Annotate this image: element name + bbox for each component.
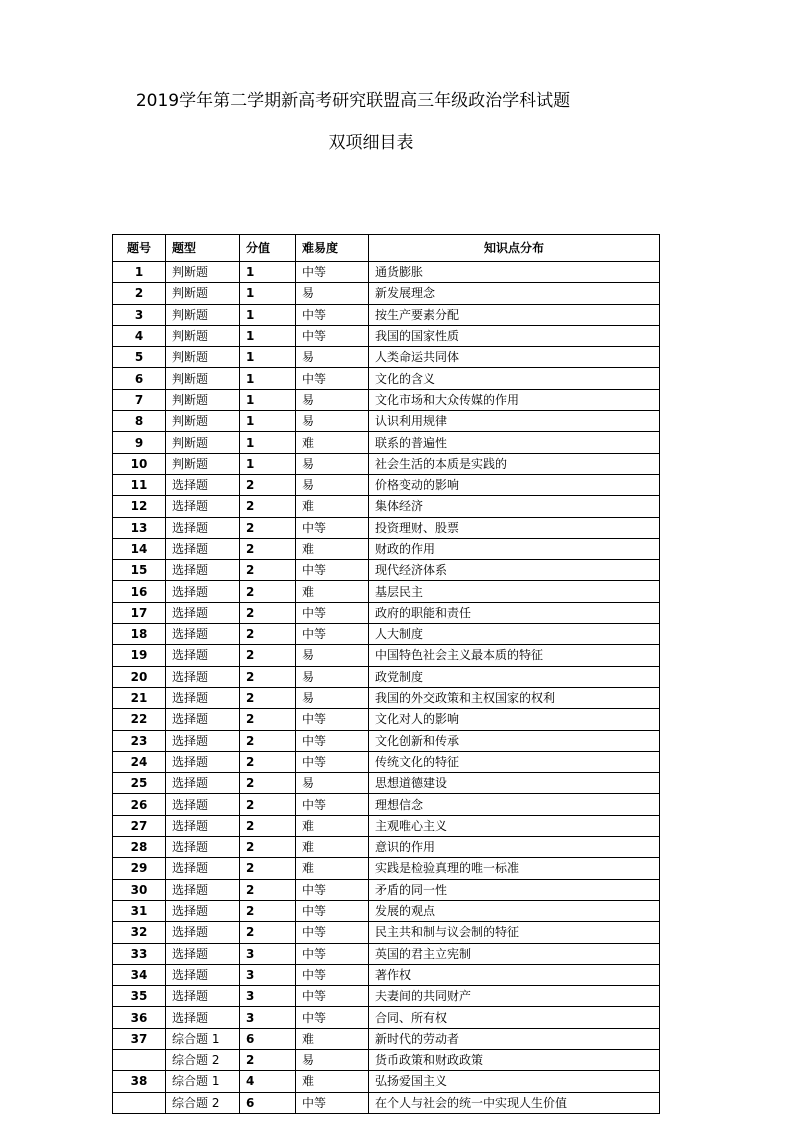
question-type-cell: 选择题 xyxy=(166,858,240,879)
question-type-cell: 选择题 xyxy=(166,517,240,538)
table-row xyxy=(113,347,660,368)
question-type-cell: 选择题 xyxy=(166,560,240,581)
knowledge-point-cell: 投资理财、股票 xyxy=(369,517,660,538)
question-type-cell: 判断题 xyxy=(166,453,240,474)
question-number-cell: 31 xyxy=(113,900,166,921)
knowledge-point-cell: 价格变动的影响 xyxy=(369,474,660,495)
difficulty-cell: 中等 xyxy=(296,879,369,900)
header-difficulty: 难易度 xyxy=(296,235,369,262)
question-number-cell: 27 xyxy=(113,815,166,836)
table-row xyxy=(113,900,660,921)
question-number-cell xyxy=(113,1049,166,1070)
table-row xyxy=(113,432,660,453)
difficulty-cell: 易 xyxy=(296,411,369,432)
knowledge-point-cell: 现代经济体系 xyxy=(369,560,660,581)
difficulty-cell: 中等 xyxy=(296,325,369,346)
table-row xyxy=(113,624,660,645)
knowledge-point-cell: 货币政策和财政政策 xyxy=(369,1049,660,1070)
table-row xyxy=(113,858,660,879)
table-row xyxy=(113,262,660,283)
table-row xyxy=(113,645,660,666)
score-cell: 2 xyxy=(240,645,296,666)
question-number-cell: 32 xyxy=(113,922,166,943)
score-cell: 2 xyxy=(240,666,296,687)
knowledge-point-cell: 矛盾的同一性 xyxy=(369,879,660,900)
table-row xyxy=(113,283,660,304)
difficulty-cell: 难 xyxy=(296,538,369,559)
score-cell: 3 xyxy=(240,1007,296,1028)
score-cell: 2 xyxy=(240,879,296,900)
score-cell: 2 xyxy=(240,581,296,602)
score-cell: 2 xyxy=(240,517,296,538)
question-type-cell: 综合题 1 xyxy=(166,1071,240,1092)
score-cell: 4 xyxy=(240,1071,296,1092)
question-number-cell: 19 xyxy=(113,645,166,666)
header-question-type: 题型 xyxy=(166,235,240,262)
knowledge-point-cell: 基层民主 xyxy=(369,581,660,602)
difficulty-cell: 中等 xyxy=(296,709,369,730)
difficulty-cell: 中等 xyxy=(296,751,369,772)
difficulty-cell: 易 xyxy=(296,347,369,368)
score-cell: 1 xyxy=(240,432,296,453)
question-number-cell: 6 xyxy=(113,368,166,389)
table-row xyxy=(113,730,660,751)
knowledge-point-cell: 夫妻间的共同财产 xyxy=(369,986,660,1007)
table-row xyxy=(113,751,660,772)
question-type-cell: 选择题 xyxy=(166,687,240,708)
knowledge-point-cell: 思想道德建设 xyxy=(369,773,660,794)
knowledge-point-cell: 理想信念 xyxy=(369,794,660,815)
table-header-row xyxy=(113,235,660,262)
score-cell: 1 xyxy=(240,347,296,368)
question-type-cell: 判断题 xyxy=(166,389,240,410)
knowledge-point-cell: 集体经济 xyxy=(369,496,660,517)
score-cell: 2 xyxy=(240,624,296,645)
knowledge-point-cell: 按生产要素分配 xyxy=(369,304,660,325)
table-row xyxy=(113,411,660,432)
difficulty-cell: 易 xyxy=(296,687,369,708)
table-row xyxy=(113,1092,660,1113)
spec-table xyxy=(112,234,660,1114)
knowledge-point-cell: 主观唯心主义 xyxy=(369,815,660,836)
difficulty-cell: 难 xyxy=(296,837,369,858)
difficulty-cell: 中等 xyxy=(296,304,369,325)
difficulty-cell: 难 xyxy=(296,581,369,602)
knowledge-point-cell: 我国的外交政策和主权国家的权利 xyxy=(369,687,660,708)
table-row xyxy=(113,581,660,602)
score-cell: 2 xyxy=(240,751,296,772)
difficulty-cell: 中等 xyxy=(296,794,369,815)
difficulty-cell: 难 xyxy=(296,858,369,879)
table-row xyxy=(113,986,660,1007)
score-cell: 2 xyxy=(240,496,296,517)
table-row xyxy=(113,815,660,836)
question-number-cell: 21 xyxy=(113,687,166,708)
score-cell: 2 xyxy=(240,602,296,623)
score-cell: 2 xyxy=(240,794,296,815)
question-type-cell: 选择题 xyxy=(166,1007,240,1028)
question-number-cell: 2 xyxy=(113,283,166,304)
difficulty-cell: 易 xyxy=(296,474,369,495)
question-number-cell: 7 xyxy=(113,389,166,410)
question-type-cell: 判断题 xyxy=(166,347,240,368)
score-cell: 6 xyxy=(240,1028,296,1049)
question-number-cell: 20 xyxy=(113,666,166,687)
knowledge-point-cell: 实践是检验真理的唯一标准 xyxy=(369,858,660,879)
table-row xyxy=(113,687,660,708)
question-number-cell: 22 xyxy=(113,709,166,730)
score-cell: 2 xyxy=(240,858,296,879)
question-type-cell: 选择题 xyxy=(166,474,240,495)
question-type-cell: 判断题 xyxy=(166,325,240,346)
score-cell: 1 xyxy=(240,262,296,283)
table-row xyxy=(113,773,660,794)
question-type-cell: 选择题 xyxy=(166,900,240,921)
difficulty-cell: 中等 xyxy=(296,368,369,389)
table-row xyxy=(113,837,660,858)
question-number-cell: 18 xyxy=(113,624,166,645)
question-number-cell: 3 xyxy=(113,304,166,325)
score-cell: 3 xyxy=(240,943,296,964)
question-type-cell: 选择题 xyxy=(166,496,240,517)
difficulty-cell: 中等 xyxy=(296,624,369,645)
question-number-cell: 25 xyxy=(113,773,166,794)
question-number-cell: 35 xyxy=(113,986,166,1007)
question-number-cell: 26 xyxy=(113,794,166,815)
knowledge-point-cell: 英国的君主立宪制 xyxy=(369,943,660,964)
table-row xyxy=(113,943,660,964)
knowledge-point-cell: 民主共和制与议会制的特征 xyxy=(369,922,660,943)
difficulty-cell: 易 xyxy=(296,1049,369,1070)
knowledge-point-cell: 通货膨胀 xyxy=(369,262,660,283)
table-row xyxy=(113,325,660,346)
difficulty-cell: 中等 xyxy=(296,1007,369,1028)
question-number-cell: 10 xyxy=(113,453,166,474)
difficulty-cell: 中等 xyxy=(296,602,369,623)
difficulty-cell: 易 xyxy=(296,453,369,474)
question-type-cell: 选择题 xyxy=(166,645,240,666)
question-number-cell: 13 xyxy=(113,517,166,538)
knowledge-point-cell: 社会生活的本质是实践的 xyxy=(369,453,660,474)
table-row xyxy=(113,1049,660,1070)
header-score: 分值 xyxy=(240,235,296,262)
difficulty-cell: 中等 xyxy=(296,900,369,921)
score-cell: 1 xyxy=(240,368,296,389)
score-cell: 1 xyxy=(240,389,296,410)
question-number-cell: 14 xyxy=(113,538,166,559)
knowledge-point-cell: 文化创新和传承 xyxy=(369,730,660,751)
score-cell: 2 xyxy=(240,773,296,794)
question-number-cell: 16 xyxy=(113,581,166,602)
document-subtitle: 双项细目表 xyxy=(328,133,414,153)
score-cell: 2 xyxy=(240,1049,296,1070)
score-cell: 1 xyxy=(240,283,296,304)
knowledge-point-cell: 中国特色社会主义最本质的特征 xyxy=(369,645,660,666)
question-type-cell: 选择题 xyxy=(166,986,240,1007)
score-cell: 2 xyxy=(240,474,296,495)
table-row xyxy=(113,453,660,474)
knowledge-point-cell: 意识的作用 xyxy=(369,837,660,858)
score-cell: 1 xyxy=(240,411,296,432)
knowledge-point-cell: 合同、所有权 xyxy=(369,1007,660,1028)
difficulty-cell: 易 xyxy=(296,645,369,666)
question-type-cell: 选择题 xyxy=(166,666,240,687)
knowledge-point-cell: 认识利用规律 xyxy=(369,411,660,432)
table-row xyxy=(113,496,660,517)
table-row xyxy=(113,602,660,623)
difficulty-cell: 难 xyxy=(296,815,369,836)
difficulty-cell: 中等 xyxy=(296,964,369,985)
table-row xyxy=(113,1028,660,1049)
table-row xyxy=(113,879,660,900)
question-type-cell: 选择题 xyxy=(166,879,240,900)
question-number-cell: 5 xyxy=(113,347,166,368)
knowledge-point-cell: 新发展理念 xyxy=(369,283,660,304)
knowledge-point-cell: 人大制度 xyxy=(369,624,660,645)
score-cell: 3 xyxy=(240,964,296,985)
question-number-cell: 17 xyxy=(113,602,166,623)
question-number-cell: 37 xyxy=(113,1028,166,1049)
question-type-cell: 判断题 xyxy=(166,368,240,389)
question-number-cell: 9 xyxy=(113,432,166,453)
score-cell: 2 xyxy=(240,687,296,708)
difficulty-cell: 难 xyxy=(296,1028,369,1049)
document-title: 2019学年第二学期新高考研究联盟高三年级政治学科试题 xyxy=(135,91,571,111)
question-number-cell: 4 xyxy=(113,325,166,346)
difficulty-cell: 中等 xyxy=(296,560,369,581)
question-number-cell: 1 xyxy=(113,262,166,283)
question-type-cell: 选择题 xyxy=(166,581,240,602)
knowledge-point-cell: 文化市场和大众传媒的作用 xyxy=(369,389,660,410)
difficulty-cell: 中等 xyxy=(296,262,369,283)
question-type-cell: 综合题 2 xyxy=(166,1092,240,1113)
difficulty-cell: 中等 xyxy=(296,517,369,538)
table-row xyxy=(113,474,660,495)
knowledge-point-cell: 财政的作用 xyxy=(369,538,660,559)
score-cell: 2 xyxy=(240,730,296,751)
difficulty-cell: 中等 xyxy=(296,730,369,751)
header-knowledge-points: 知识点分布 xyxy=(369,235,660,262)
table-row xyxy=(113,517,660,538)
difficulty-cell: 易 xyxy=(296,283,369,304)
difficulty-cell: 中等 xyxy=(296,922,369,943)
question-type-cell: 判断题 xyxy=(166,283,240,304)
question-type-cell: 选择题 xyxy=(166,943,240,964)
question-number-cell: 23 xyxy=(113,730,166,751)
score-cell: 6 xyxy=(240,1092,296,1113)
question-type-cell: 判断题 xyxy=(166,432,240,453)
score-cell: 1 xyxy=(240,453,296,474)
question-type-cell: 选择题 xyxy=(166,538,240,559)
table-row xyxy=(113,389,660,410)
score-cell: 2 xyxy=(240,922,296,943)
difficulty-cell: 中等 xyxy=(296,943,369,964)
table-row xyxy=(113,964,660,985)
knowledge-point-cell: 弘扬爱国主义 xyxy=(369,1071,660,1092)
knowledge-point-cell: 联系的普遍性 xyxy=(369,432,660,453)
question-number-cell: 28 xyxy=(113,837,166,858)
score-cell: 2 xyxy=(240,709,296,730)
question-number-cell: 34 xyxy=(113,964,166,985)
score-cell: 1 xyxy=(240,304,296,325)
table-row xyxy=(113,538,660,559)
knowledge-point-cell: 我国的国家性质 xyxy=(369,325,660,346)
score-cell: 1 xyxy=(240,325,296,346)
question-type-cell: 选择题 xyxy=(166,773,240,794)
question-number-cell: 33 xyxy=(113,943,166,964)
question-number-cell: 11 xyxy=(113,474,166,495)
question-type-cell: 判断题 xyxy=(166,304,240,325)
question-type-cell: 选择题 xyxy=(166,624,240,645)
question-type-cell: 选择题 xyxy=(166,730,240,751)
difficulty-cell: 易 xyxy=(296,773,369,794)
question-number-cell: 36 xyxy=(113,1007,166,1028)
table-row xyxy=(113,922,660,943)
knowledge-point-cell: 文化对人的影响 xyxy=(369,709,660,730)
knowledge-point-cell: 著作权 xyxy=(369,964,660,985)
question-number-cell: 12 xyxy=(113,496,166,517)
question-number-cell: 15 xyxy=(113,560,166,581)
difficulty-cell: 难 xyxy=(296,432,369,453)
question-type-cell: 综合题 2 xyxy=(166,1049,240,1070)
question-type-cell: 综合题 1 xyxy=(166,1028,240,1049)
question-type-cell: 选择题 xyxy=(166,794,240,815)
question-number-cell: 30 xyxy=(113,879,166,900)
question-type-cell: 选择题 xyxy=(166,815,240,836)
question-type-cell: 选择题 xyxy=(166,964,240,985)
table-row xyxy=(113,368,660,389)
knowledge-point-cell: 传统文化的特征 xyxy=(369,751,660,772)
knowledge-point-cell: 人类命运共同体 xyxy=(369,347,660,368)
table-row xyxy=(113,1071,660,1092)
knowledge-point-cell: 政府的职能和责任 xyxy=(369,602,660,623)
knowledge-point-cell: 政党制度 xyxy=(369,666,660,687)
table-row xyxy=(113,560,660,581)
question-number-cell: 24 xyxy=(113,751,166,772)
question-type-cell: 选择题 xyxy=(166,602,240,623)
score-cell: 2 xyxy=(240,560,296,581)
question-type-cell: 选择题 xyxy=(166,922,240,943)
score-cell: 2 xyxy=(240,837,296,858)
question-type-cell: 选择题 xyxy=(166,751,240,772)
difficulty-cell: 易 xyxy=(296,666,369,687)
knowledge-point-cell: 在个人与社会的统一中实现人生价值 xyxy=(369,1092,660,1113)
difficulty-cell: 中等 xyxy=(296,986,369,1007)
table-row xyxy=(113,304,660,325)
question-type-cell: 判断题 xyxy=(166,262,240,283)
knowledge-point-cell: 新时代的劳动者 xyxy=(369,1028,660,1049)
score-cell: 2 xyxy=(240,900,296,921)
difficulty-cell: 难 xyxy=(296,496,369,517)
knowledge-point-cell: 发展的观点 xyxy=(369,900,660,921)
question-number-cell: 29 xyxy=(113,858,166,879)
question-number-cell: 38 xyxy=(113,1071,166,1092)
table-row xyxy=(113,709,660,730)
difficulty-cell: 难 xyxy=(296,1071,369,1092)
header-question-number: 题号 xyxy=(113,235,166,262)
question-number-cell xyxy=(113,1092,166,1113)
question-type-cell: 选择题 xyxy=(166,837,240,858)
score-cell: 2 xyxy=(240,538,296,559)
table-row xyxy=(113,794,660,815)
table-row xyxy=(113,666,660,687)
difficulty-cell: 易 xyxy=(296,389,369,410)
question-type-cell: 判断题 xyxy=(166,411,240,432)
question-type-cell: 选择题 xyxy=(166,709,240,730)
score-cell: 3 xyxy=(240,986,296,1007)
table-row xyxy=(113,1007,660,1028)
question-number-cell: 8 xyxy=(113,411,166,432)
knowledge-point-cell: 文化的含义 xyxy=(369,368,660,389)
score-cell: 2 xyxy=(240,815,296,836)
difficulty-cell: 中等 xyxy=(296,1092,369,1113)
